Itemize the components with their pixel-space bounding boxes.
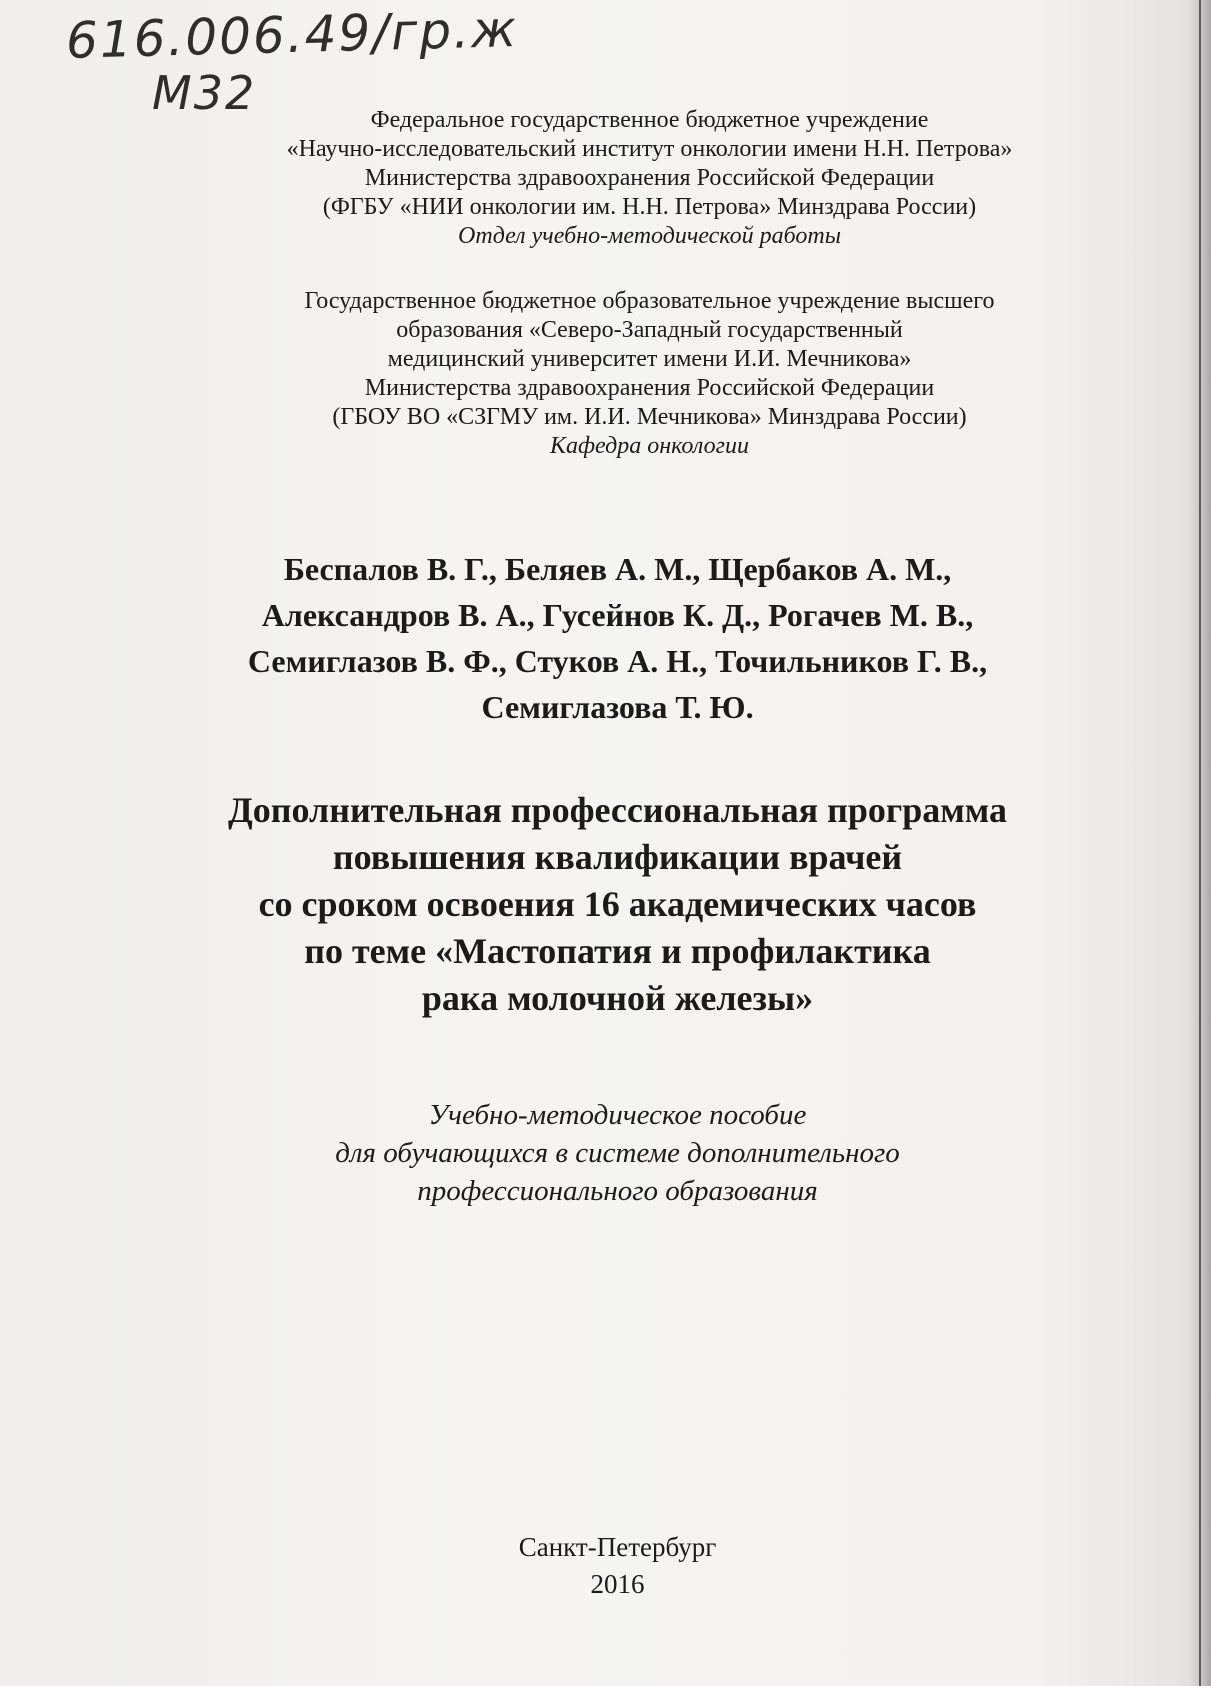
title-line: со сроком освоения 16 академических часов bbox=[258, 884, 977, 924]
authors-list bbox=[12, 546, 1211, 730]
institution-1-line: (ФГБУ «НИИ онкологии им. Н.Н. Петрова» Минздрава России) bbox=[322, 194, 977, 220]
document-subtitle bbox=[12, 1096, 1211, 1210]
imprint bbox=[12, 1529, 1211, 1603]
institution-2-line: образования «Северо-Западный государственный bbox=[396, 317, 903, 343]
title-line: по теме «Мастопатия и профилактика bbox=[304, 931, 931, 971]
title-line: рака молочной железы» bbox=[421, 978, 814, 1018]
authors-line: Александров В. А., Гусейнов К. Д., Рогачев М. В., bbox=[261, 597, 974, 633]
title-line: Дополнительная профессиональная программа bbox=[227, 790, 1008, 830]
institution-1-line: «Научно-исследовательский институт онкологии имени Н.Н. Петрова» bbox=[286, 136, 1013, 162]
institution-2-department: Кафедра онкологии bbox=[550, 433, 749, 459]
institution-1-department: Отдел учебно-методической работы bbox=[458, 223, 841, 249]
authors-line: Семиглазов В. Ф., Стуков А. Н., Точильников Г. В., bbox=[247, 643, 988, 679]
institution-block-1 bbox=[44, 106, 1211, 251]
subtitle-line: для обучающихся в системе дополнительного bbox=[335, 1137, 900, 1169]
handwritten-code: М32 bbox=[152, 66, 257, 120]
authors-line: Беспалов В. Г., Беляев А. М., Щербаков А. М., bbox=[283, 551, 952, 587]
handwritten-classification: 616.006.49/гр.ж bbox=[65, 0, 519, 70]
institution-2-line: медицинский университет имени И.И. Мечникова» bbox=[387, 346, 912, 372]
institution-2-line: Министерства здравоохранения Российской Федерации bbox=[364, 375, 935, 401]
institution-1-line: Министерства здравоохранения Российской Федерации bbox=[364, 165, 935, 191]
institution-2-line: (ГБОУ ВО «СЗГМУ им. И.И. Мечникова» Минздрава России) bbox=[332, 404, 967, 430]
institution-2-line: Государственное бюджетное образовательное учреждение высшего bbox=[304, 288, 995, 314]
document-title bbox=[12, 787, 1211, 1022]
institution-block-2 bbox=[44, 287, 1211, 461]
subtitle-line: Учебно-методическое пособие bbox=[428, 1099, 807, 1131]
authors-line: Семиглазова Т. Ю. bbox=[481, 689, 754, 725]
institution-1-line: Федеральное государственное бюджетное учреждение bbox=[370, 107, 929, 133]
title-line: повышения квалификации врачей bbox=[332, 837, 903, 877]
subtitle-line: профессионального образования bbox=[417, 1175, 818, 1207]
imprint-year: 2016 bbox=[590, 1569, 645, 1599]
imprint-city: Санкт-Петербург bbox=[518, 1532, 717, 1562]
